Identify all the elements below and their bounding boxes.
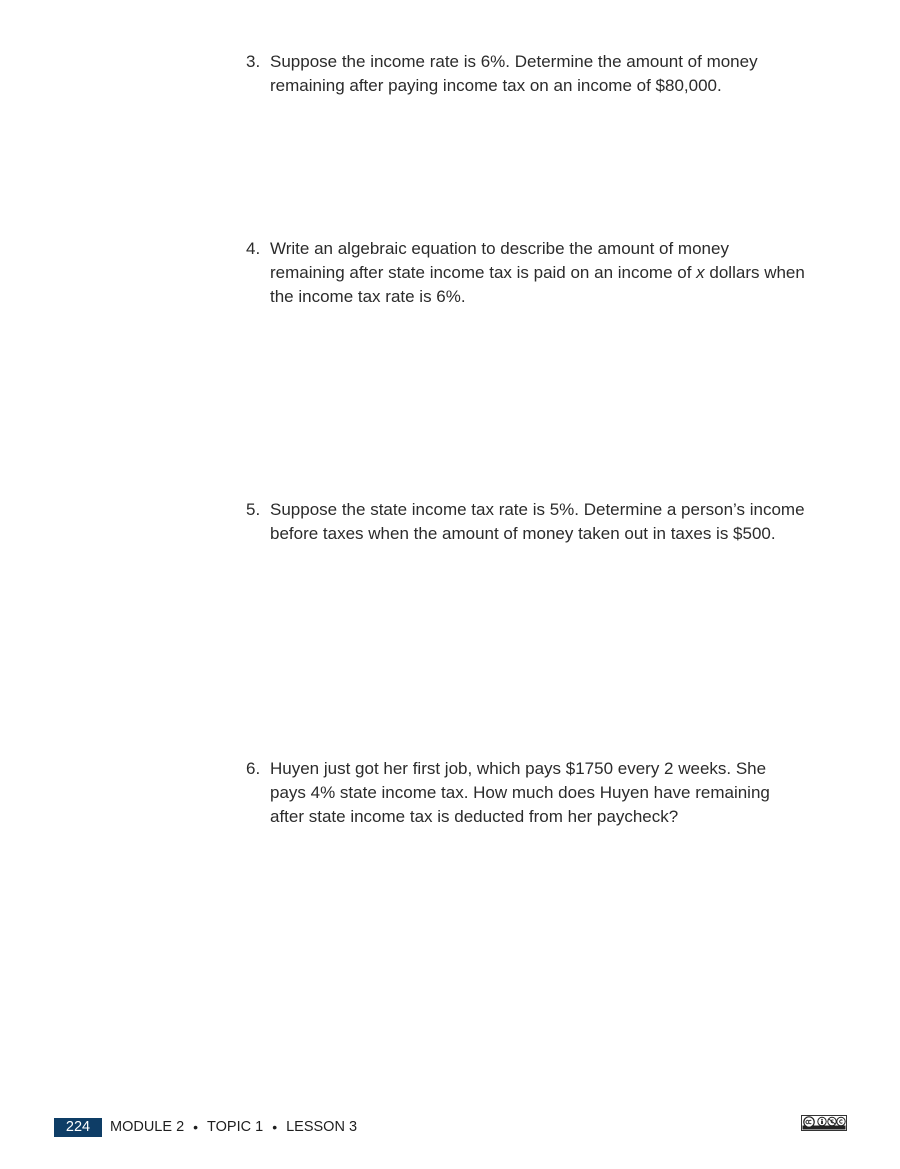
problem-text-after: dollars when the income tax rate is 6%. [270, 263, 805, 306]
problem-text-before: Write an algebraic equation to describe the amount of money remaining after state income tax is paid on an income of [270, 239, 729, 282]
problem-6 [246, 757, 806, 829]
footer-separator: • [272, 1119, 278, 1135]
problem-5 [246, 498, 806, 546]
problem-number: 4. [246, 239, 261, 258]
footer-lesson: LESSON 3 [286, 1119, 358, 1135]
problem-number: 6. [246, 759, 261, 778]
problem-number: 3. [246, 52, 261, 71]
footer-topic: TOPIC 1 [207, 1119, 264, 1135]
variable-x: x [696, 263, 705, 282]
problem-text: Suppose the state income tax rate is 5%. Determine a person’s income before taxes when the amount of money taken out in taxes is $500. [270, 500, 805, 543]
problem-3 [246, 50, 806, 98]
page-footer [54, 1117, 357, 1137]
problem-4 [246, 237, 806, 309]
problem-text [270, 237, 806, 309]
problem-text: Suppose the income rate is 6%. Determine the amount of money remaining after paying income tax on an income of $80,000. [270, 52, 758, 95]
footer-module: MODULE 2 [110, 1119, 185, 1135]
page-number-badge: 224 [54, 1118, 102, 1137]
problem-text: Huyen just got her first job, which pays $1750 every 2 weeks. She pays 4% state income tax. How much does Huyen have remaining after state income tax is deducted from her paycheck? [270, 759, 770, 826]
footer-separator: • [193, 1119, 199, 1135]
problem-number: 5. [246, 500, 261, 519]
creative-commons-icon [801, 1115, 847, 1131]
